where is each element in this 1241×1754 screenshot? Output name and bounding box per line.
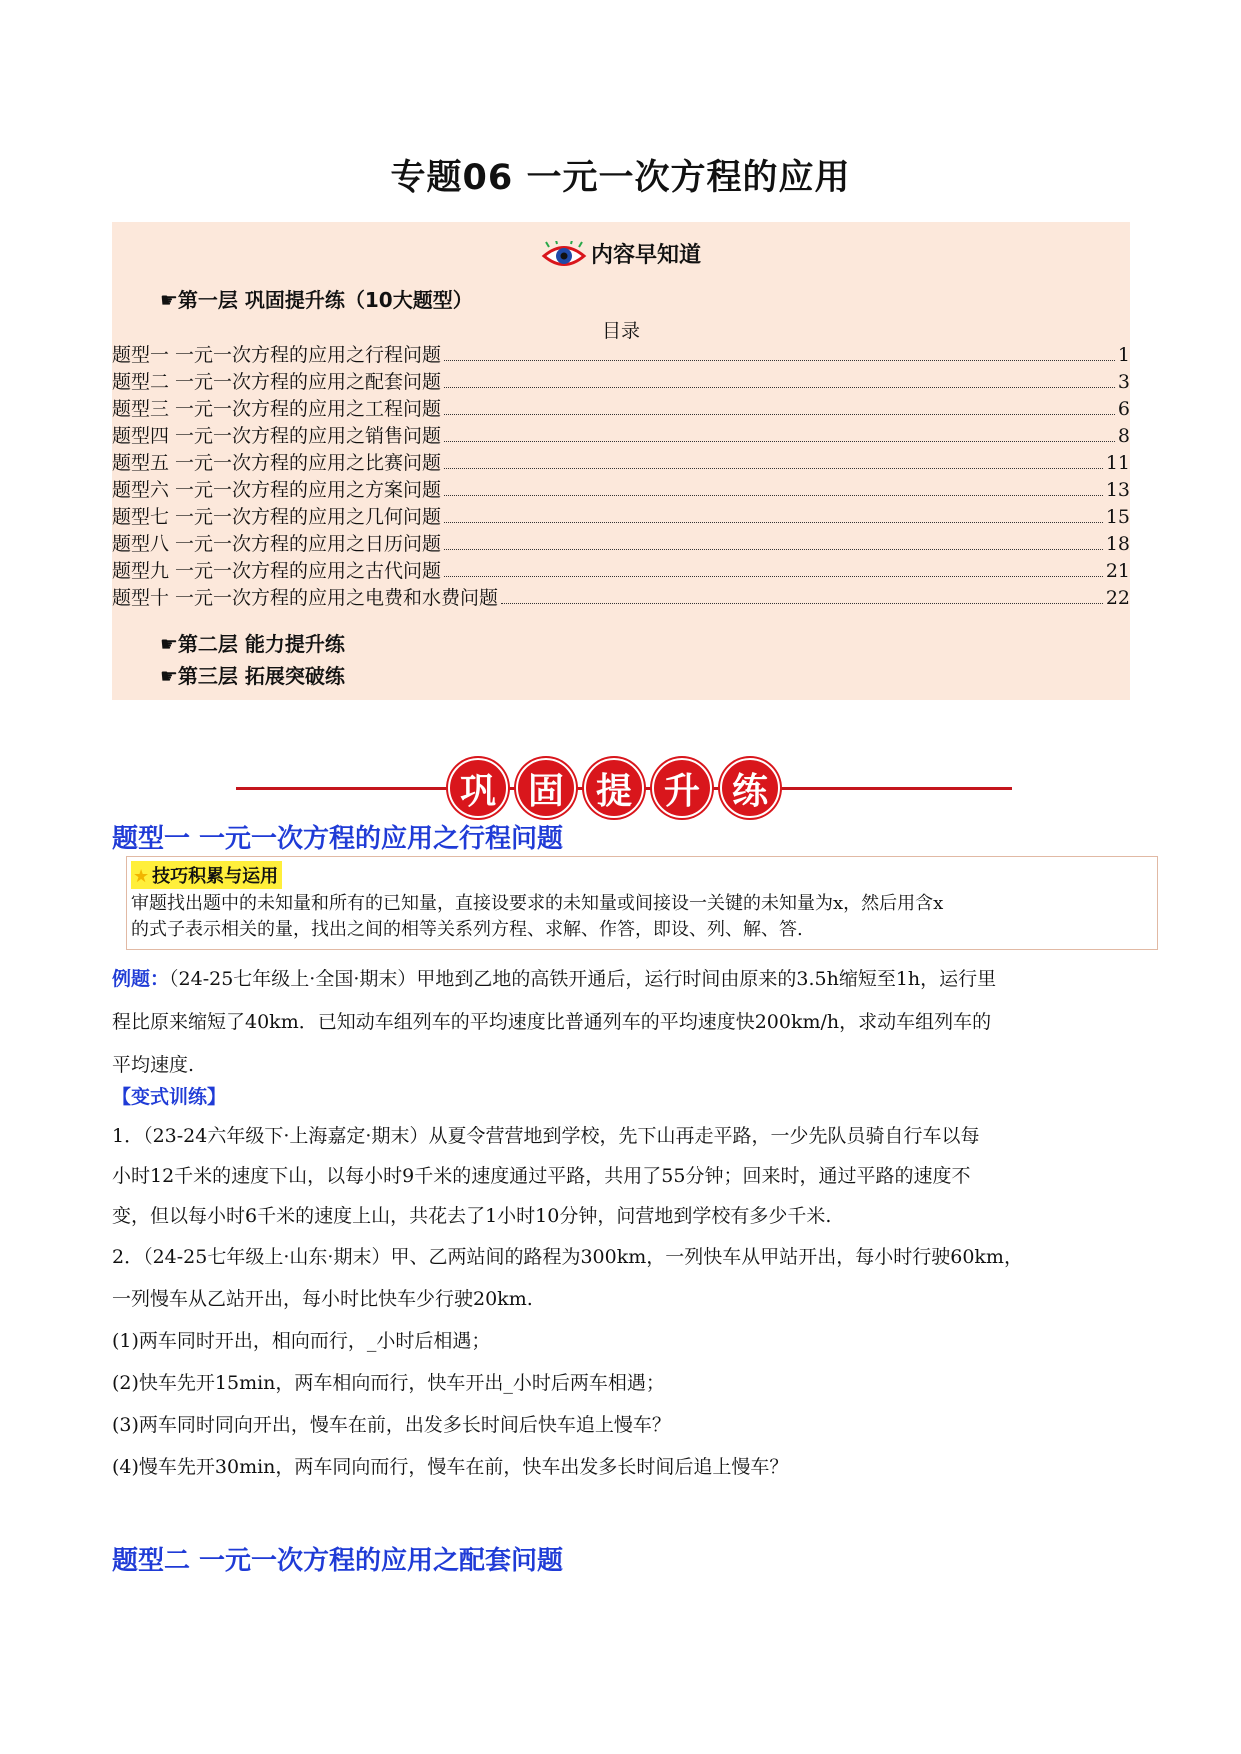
q2-line-2: 一列慢车从乙站开出，每小时比快车少行驶20km.: [112, 1288, 533, 1310]
toc-row[interactable]: [112, 340, 1130, 367]
toc-leader-dots: [444, 360, 1115, 361]
toc-row-label: 题型六 一元一次方程的应用之方案问题: [112, 479, 442, 501]
toc-row-page: 13: [1105, 479, 1130, 501]
toc-row-page: 15: [1105, 506, 1130, 528]
toc-row[interactable]: [112, 421, 1130, 448]
banner-char-circle: 练: [720, 758, 780, 818]
toc-leader-dots: [444, 495, 1103, 496]
toc-row-page: 8: [1117, 425, 1130, 447]
toc-row-page: 11: [1105, 452, 1130, 474]
q2-sub-4: (4)慢车先开30min，两车同向而行，慢车在前，快车出发多长时间后追上慢车？: [112, 1456, 789, 1478]
banner-char-circle: 巩: [448, 758, 508, 818]
tip-title: [131, 861, 282, 889]
banner-char-circle: 固: [516, 758, 576, 818]
banner-char-circle: 升: [652, 758, 712, 818]
section-title-1: 题型一 一元一次方程的应用之行程问题: [112, 824, 564, 854]
question-2: [112, 1236, 1142, 1488]
q1-line-3: 变，但以每小时6千米的速度上山，共花去了1小时10分钟，问营地到学校有多少千米.: [112, 1205, 832, 1227]
example-block: [112, 958, 1142, 1087]
toc-leader-dots: [501, 603, 1103, 604]
tip-box: [126, 856, 1158, 950]
example-line-3: 平均速度.: [112, 1054, 195, 1076]
toc-leader-dots: [444, 441, 1115, 442]
layer-two: ☛第二层 能力提升练: [160, 632, 345, 656]
toc-row-label: 题型九 一元一次方程的应用之古代问题: [112, 560, 442, 582]
toc-row-page: 6: [1117, 398, 1130, 420]
toc-row[interactable]: [112, 502, 1130, 529]
section-title-2: 题型二 一元一次方程的应用之配套问题: [112, 1546, 564, 1576]
banner-char-circle: 提: [584, 758, 644, 818]
star-icon: ★: [133, 866, 150, 887]
example-line-2: 程比原来缩短了40km．已知动车组列车的平均速度比普通列车的平均速度快200km/h，求动车组列车的: [112, 1011, 992, 1033]
q1-line-1: 1．（23-24六年级下·上海嘉定·期末）从夏令营营地到学校，先下山再走平路，一少先队员骑自行车以每: [112, 1125, 980, 1147]
toc-leader-dots: [444, 468, 1103, 469]
toc-box: [112, 222, 1130, 700]
layer-three: ☛第三层 拓展突破练: [160, 664, 345, 688]
toc-row[interactable]: [112, 475, 1130, 502]
toc-row-label: 题型一 一元一次方程的应用之行程问题: [112, 344, 442, 366]
toc-row-page: 22: [1105, 587, 1130, 609]
toc-leader-dots: [444, 576, 1103, 577]
toc-row-label: 题型十 一元一次方程的应用之电费和水费问题: [112, 587, 499, 609]
toc-row-label: 题型四 一元一次方程的应用之销售问题: [112, 425, 442, 447]
toc-heading-text: 内容早知道: [590, 243, 701, 268]
question-1: [112, 1116, 1142, 1236]
toc-row[interactable]: [112, 448, 1130, 475]
toc-row-page: 1: [1117, 344, 1130, 366]
q2-sub-3: (3)两车同时同向开出，慢车在前，出发多长时间后快车追上慢车？: [112, 1414, 671, 1436]
q2-sub-1: (1)两车同时开出，相向而行，_小时后相遇；: [112, 1330, 491, 1352]
section-banner: [236, 758, 1012, 818]
layer-one: ☛第一层 巩固提升练（10大题型）: [160, 288, 473, 312]
tip-title-text: 技巧积累与运用: [152, 866, 279, 887]
tip-text: [131, 891, 1151, 943]
q2-sub-2: (2)快车先开15min，两车相向而行，快车开出_小时后两车相遇；: [112, 1372, 665, 1394]
tip-line-2: 的式子表示相关的量，找出之间的相等关系列方程、求解、作答，即设、列、解、答.: [131, 919, 803, 940]
toc-leader-dots: [444, 387, 1115, 388]
toc-list: [112, 340, 1130, 610]
page-title: 专题06 一元一次方程的应用: [390, 158, 851, 198]
example-text-1: （24-25七年级上·全国·期末）甲地到乙地的高铁开通后，运行时间由原来的3.5h缩短至1h，运行里: [169, 968, 997, 990]
toc-row[interactable]: [112, 583, 1130, 610]
tip-line-1: 审题找出题中的未知量和所有的已知量，直接设要求的未知量或间接设一关键的未知量为x，然后用含x: [131, 893, 944, 914]
toc-label: 目录: [601, 320, 640, 342]
toc-leader-dots: [444, 414, 1115, 415]
toc-heading: [112, 238, 1130, 271]
toc-row-label: 题型八 一元一次方程的应用之日历问题: [112, 533, 442, 555]
toc-row-page: 18: [1105, 533, 1130, 555]
toc-row-label: 题型二 一元一次方程的应用之配套问题: [112, 371, 442, 393]
toc-row-label: 题型三 一元一次方程的应用之工程问题: [112, 398, 442, 420]
toc-row[interactable]: [112, 529, 1130, 556]
example-label: 例题：: [112, 968, 170, 990]
variant-label: 【变式训练】: [112, 1086, 227, 1108]
eye-icon: [541, 241, 587, 271]
toc-row-page: 3: [1117, 371, 1130, 393]
q1-line-2: 小时12千米的速度下山，以每小时9千米的速度通过平路，共用了55分钟；回来时，通过平路的速度不: [112, 1165, 971, 1187]
toc-row-page: 21: [1105, 560, 1130, 582]
toc-row-label: 题型五 一元一次方程的应用之比赛问题: [112, 452, 442, 474]
example-line-1: [112, 958, 1142, 1001]
toc-row[interactable]: [112, 556, 1130, 583]
banner-chars: [448, 758, 780, 818]
toc-leader-dots: [444, 549, 1103, 550]
q2-line-1: 2．（24-25七年级上·山东·期末）甲、乙两站间的路程为300km，一列快车从甲站开出，每小时行驶60km，: [112, 1246, 1023, 1268]
toc-row[interactable]: [112, 394, 1130, 421]
toc-row-label: 题型七 一元一次方程的应用之几何问题: [112, 506, 442, 528]
toc-row[interactable]: [112, 367, 1130, 394]
toc-leader-dots: [444, 522, 1103, 523]
